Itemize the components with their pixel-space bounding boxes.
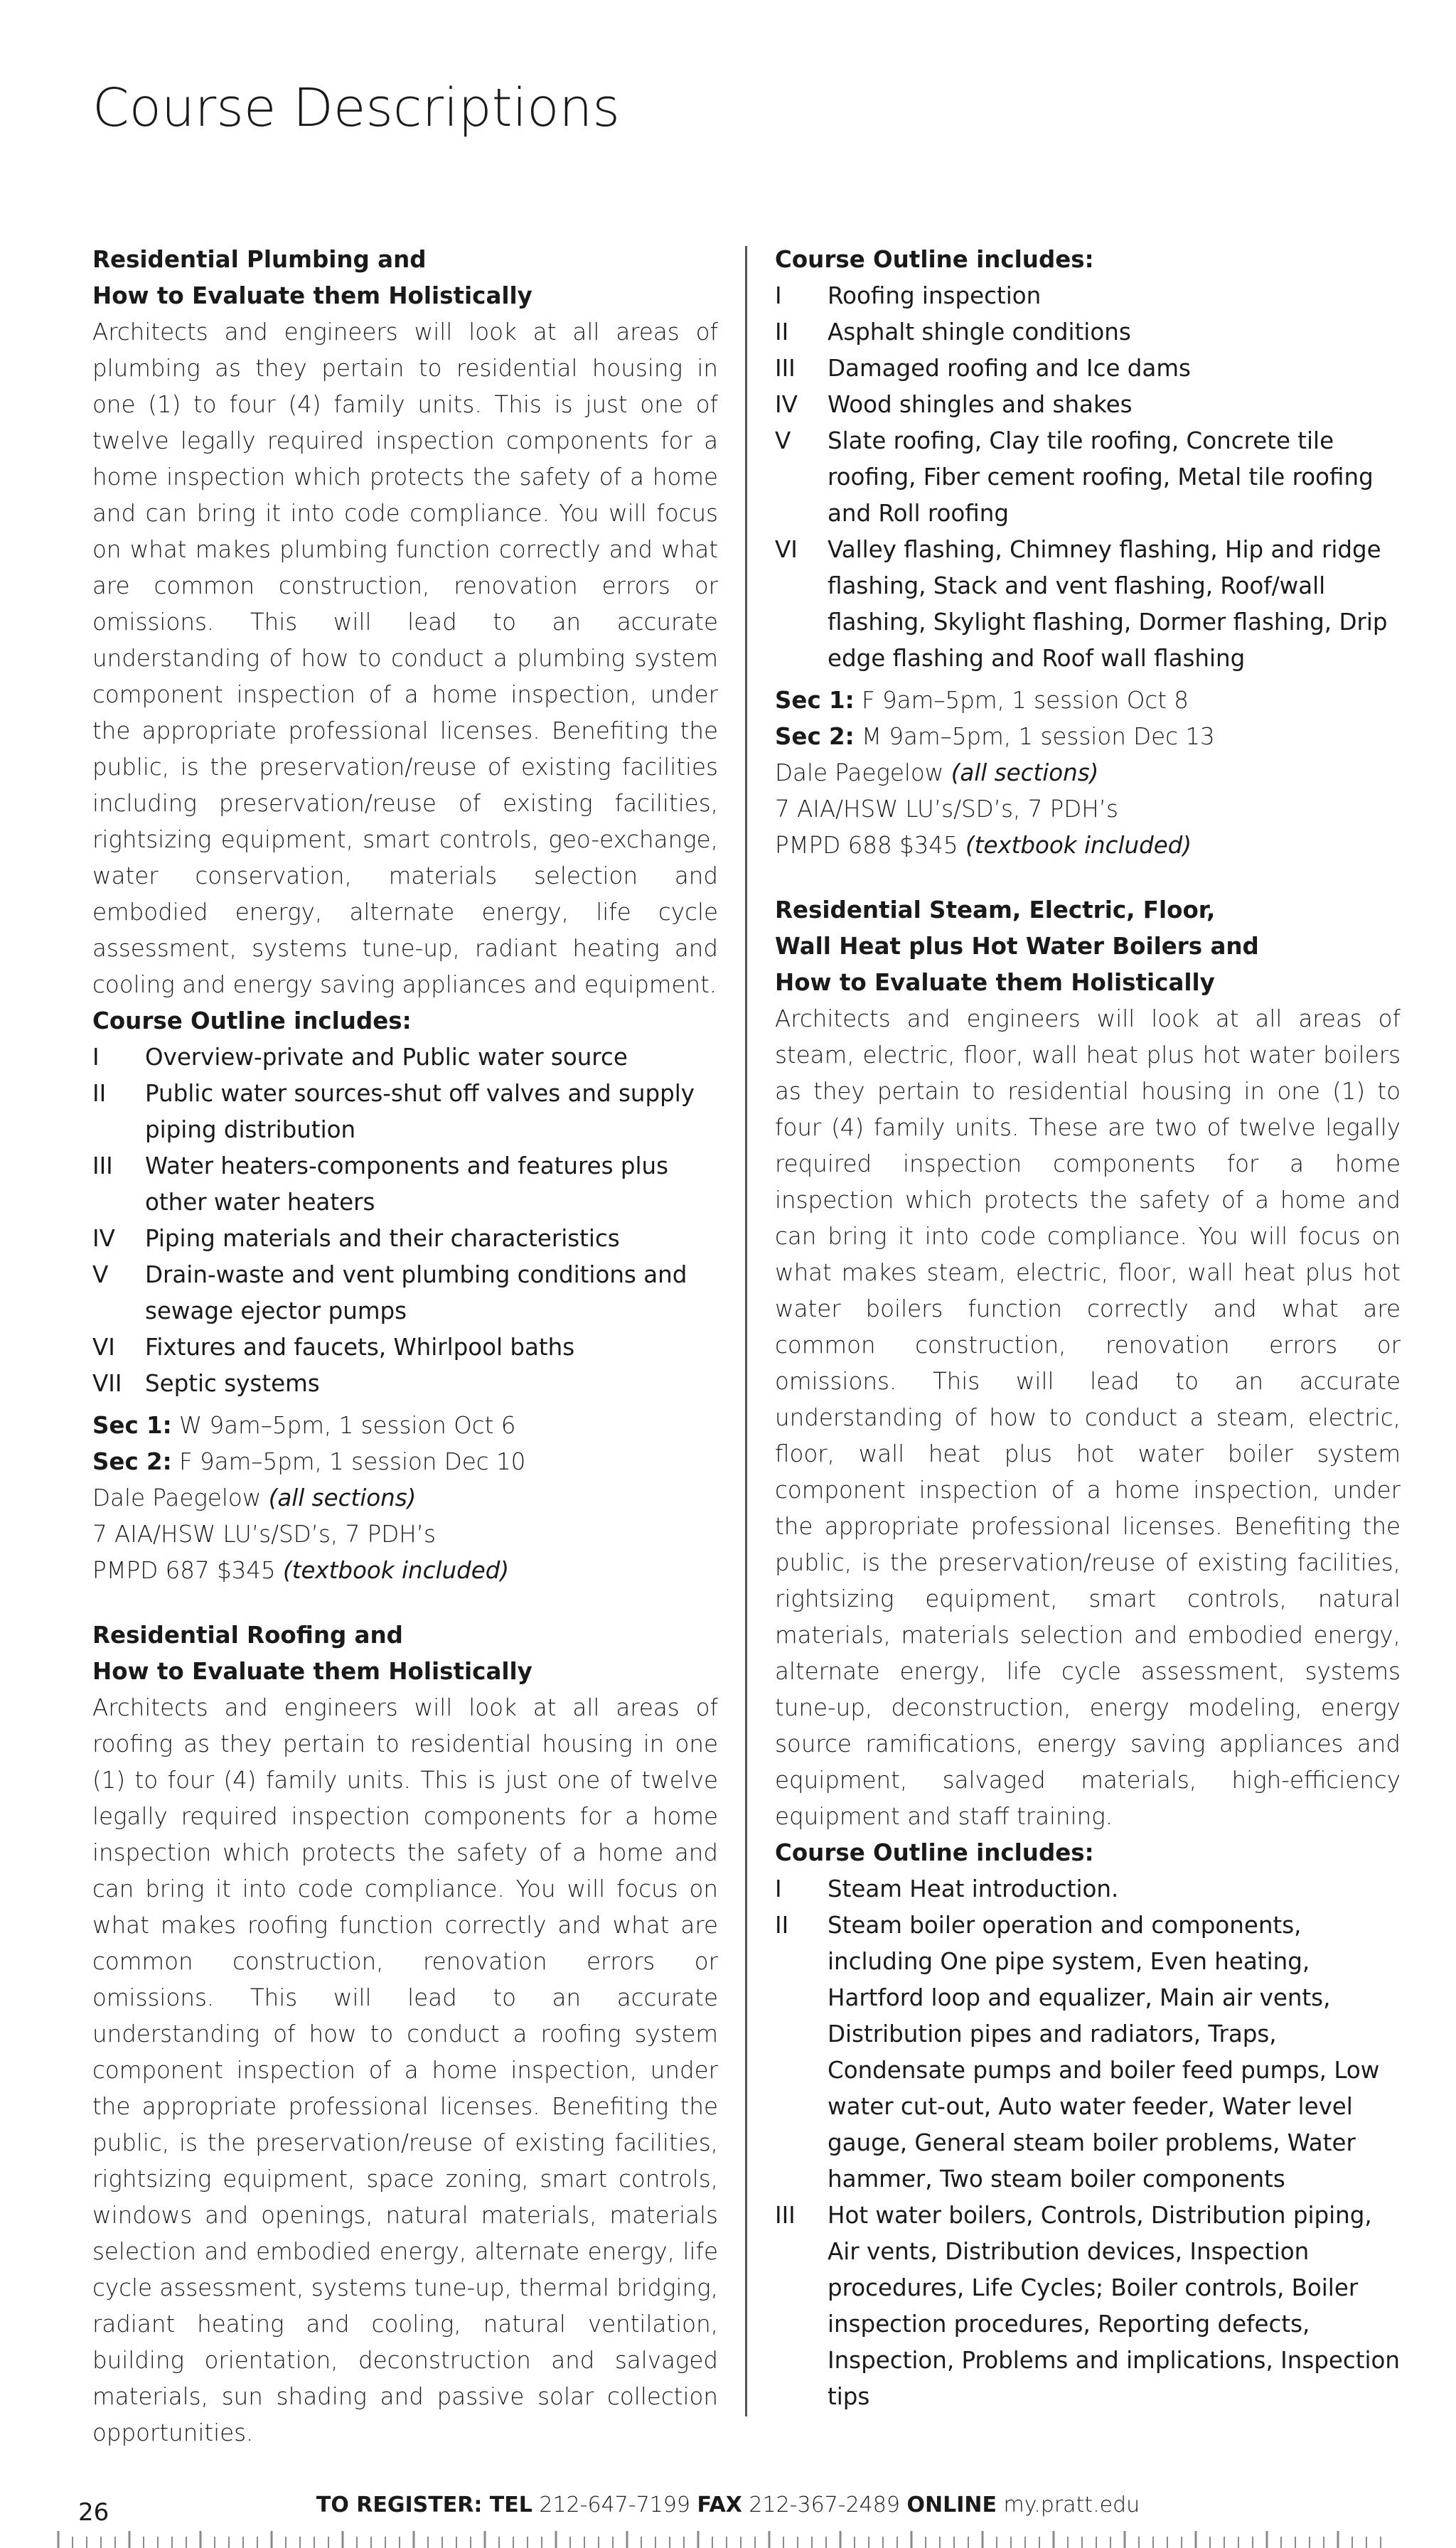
credits: 7 AIA/HSW LU’s/SD’s, 7 PDH’s bbox=[92, 1521, 436, 1548]
section-2 bbox=[775, 719, 1401, 755]
course-description: Architects and engineers will look at all areas of plumbing as they pertain to residential housing in one (1) to four (4) family units. This is just one of twelve legally required inspection components for a home inspection which protects the safety of a home and can bring it into code compliance. You will focus on what makes plumbing function correctly and what are common construction, renovation errors or omissions. This will lead to an accurate understanding of how to conduct a plumbing system component inspection of a home inspection, under the appropriate professional licenses. Benefiting the public, is the preservation/reuse of existing facilities including preservation/reuse of existing facilities, rightsizing equipment, smart controls, geo-exchange, water conservation, materials selection and embodied energy, alternate energy, life cycle assessment, systems tune-up, radiant heating and cooling and energy saving appliances and equipment. bbox=[92, 318, 718, 998]
outline-text: Damaged roofing and Ice dams bbox=[828, 355, 1191, 382]
code-price: PMPD 688 $345 bbox=[775, 832, 958, 859]
outline-num: V bbox=[92, 1261, 109, 1288]
section-schedule: F 9am–5pm, 1 session Dec 10 bbox=[178, 1448, 526, 1475]
course-plumbing bbox=[92, 242, 718, 1589]
spacer bbox=[775, 864, 1401, 892]
outline-item bbox=[92, 1329, 718, 1366]
decorative-tick-ruler bbox=[57, 2531, 1393, 2548]
section-label: Sec 1: bbox=[92, 1412, 172, 1439]
outline-item bbox=[92, 1221, 718, 1257]
course-outline bbox=[92, 1039, 718, 1402]
outline-text: Roofing inspection bbox=[828, 282, 1042, 309]
course-title-line: Wall Heat plus Hot Water Boilers and bbox=[775, 933, 1259, 960]
instructor-note: (all sections) bbox=[951, 759, 1099, 786]
outline-text: Steam boiler operation and components, including One pipe system, Even heating, Hartford loop and equalizer, Main air vents, Distribution pipes and radiators, Traps, Condensate pumps and boiler feed pumps, Low water cut-out, Auto water feeder, Water level gauge, General steam boiler problems, Water hammer, Two steam boiler components bbox=[828, 1912, 1380, 2193]
left-column bbox=[92, 242, 718, 2451]
course-meta bbox=[92, 1408, 718, 1589]
outline-item bbox=[775, 278, 1401, 314]
outline-text: Steam Heat introduction. bbox=[828, 1875, 1119, 1902]
outline-num: I bbox=[92, 1044, 100, 1071]
register-info bbox=[0, 2493, 1456, 2517]
outline-num: I bbox=[775, 1875, 782, 1902]
outline-text: Septic systems bbox=[145, 1370, 320, 1397]
online-label: ONLINE bbox=[906, 2493, 997, 2517]
outline-item bbox=[775, 314, 1401, 350]
instructor bbox=[92, 1480, 718, 1516]
course-code-price bbox=[775, 828, 1401, 864]
instructor-name: Dale Paegelow bbox=[92, 1484, 262, 1511]
code-price: PMPD 687 $345 bbox=[92, 1557, 276, 1584]
credits: 7 AIA/HSW LU’s/SD’s, 7 PDH’s bbox=[775, 796, 1118, 823]
outline-item bbox=[775, 1871, 1401, 1907]
course-title bbox=[775, 892, 1401, 1001]
outline-item bbox=[775, 350, 1401, 387]
course-title-line: How to Evaluate them Holistically bbox=[92, 1658, 532, 1685]
course-description: Architects and engineers will look at all areas of roofing as they pertain to residential housing in one (1) to four (4) family units. This is just one of twelve legally required inspection components for a home inspection which protects the safety of a home and can bring it into code compliance. You will focus on what makes roofing function correctly and what are common construction, renovation errors or omissions. This will lead to an accurate understanding of how to conduct a roofing system component inspection of a home inspection, under the appropriate professional licenses. Benefiting the public, is the preservation/reuse of existing facilities, rightsizing equipment, space zoning, smart controls, windows and openings, natural materials, materials selection and embodied energy, alternate energy, life cycle assessment, systems tune-up, thermal bridging, radiant heating and cooling, natural ventilation, building orientation, deconstruction and salvaged materials, sun shading and passive solar collection opportunities. bbox=[92, 1694, 718, 2446]
outline-item bbox=[775, 532, 1401, 677]
outline-text: Water heaters-components and features plus other water heaters bbox=[145, 1152, 669, 1216]
textbook-note: (textbook included) bbox=[965, 832, 1192, 859]
tel-label: TO REGISTER: TEL bbox=[316, 2493, 532, 2517]
course-title-line: Residential Steam, Electric, Floor, bbox=[775, 896, 1216, 924]
course-title-line: Residential Plumbing and bbox=[92, 246, 427, 273]
section-label: Sec 1: bbox=[775, 687, 855, 714]
column-divider bbox=[745, 246, 747, 2416]
instructor bbox=[775, 755, 1401, 791]
instructor-name: Dale Paegelow bbox=[775, 759, 944, 786]
course-outline bbox=[775, 1871, 1401, 2415]
section-schedule: M 9am–5pm, 1 session Dec 13 bbox=[861, 723, 1215, 750]
outline-text: Overview-private and Public water source bbox=[145, 1044, 628, 1071]
outline-num: III bbox=[92, 1152, 113, 1179]
outline-heading: Course Outline includes: bbox=[775, 246, 1094, 273]
outline-num: VI bbox=[775, 536, 798, 563]
outline-text: Hot water boilers, Controls, Distribution piping, Air vents, Distribution devices, Inspection procedures, Life Cycles; Boiler controls, Boiler inspection procedures, Reporting defects, Inspection, Problems and implications, Inspection tips bbox=[828, 2202, 1401, 2410]
outline-num: II bbox=[775, 1912, 789, 1939]
outline-text: Slate roofing, Clay tile roofing, Concrete tile roofing, Fiber cement roofing, Metal tile roofing and Roll roofing bbox=[828, 427, 1374, 527]
outline-num: III bbox=[775, 2202, 796, 2229]
fax-label: FAX bbox=[697, 2493, 742, 2517]
course-title-line: How to Evaluate them Holistically bbox=[775, 969, 1215, 996]
course-title bbox=[92, 242, 718, 314]
outline-item bbox=[92, 1148, 718, 1221]
outline-item bbox=[775, 423, 1401, 532]
page-number: 26 bbox=[78, 2498, 109, 2527]
course-title-line: How to Evaluate them Holistically bbox=[92, 282, 532, 309]
tel-number: 212-647-7199 bbox=[539, 2493, 690, 2517]
online-url: my.pratt.edu bbox=[1003, 2493, 1140, 2517]
outline-text: Wood shingles and shakes bbox=[828, 391, 1133, 418]
fax-number: 212-367-2489 bbox=[749, 2493, 900, 2517]
outline-item bbox=[775, 2198, 1401, 2415]
outline-item bbox=[775, 387, 1401, 423]
outline-text: Piping materials and their characteristics bbox=[145, 1225, 620, 1252]
spacer bbox=[92, 1589, 718, 1617]
course-meta bbox=[775, 682, 1401, 864]
course-code-price bbox=[92, 1553, 718, 1589]
page-title: Course Descriptions bbox=[92, 77, 620, 139]
course-outline bbox=[775, 278, 1401, 677]
section-schedule: W 9am–5pm, 1 session Oct 6 bbox=[178, 1412, 516, 1439]
outline-item bbox=[775, 1907, 1401, 2198]
right-column bbox=[775, 242, 1401, 2415]
outline-item bbox=[92, 1076, 718, 1148]
outline-heading: Course Outline includes: bbox=[92, 1007, 412, 1034]
outline-item bbox=[92, 1366, 718, 1402]
outline-num: I bbox=[775, 282, 782, 309]
outline-num: IV bbox=[92, 1225, 115, 1252]
outline-num: V bbox=[775, 427, 791, 454]
outline-num: II bbox=[775, 318, 789, 346]
section-label: Sec 2: bbox=[775, 723, 855, 750]
course-description: Architects and engineers will look at all areas of steam, electric, floor, wall heat plus hot water boilers as they pertain to residential housing in one (1) to four (4) family units. These are two of twelve legally required inspection components for a home inspection which protects the safety of a home and can bring it into code compliance. You will focus on what makes steam, electric, floor, wall heat plus hot water boilers function correctly and what are common construction, renovation errors or omissions. This will lead to an accurate understanding of how to conduct a steam, electric, floor, wall heat plus hot water boiler system component inspection of a home inspection, under the appropriate professional licenses. Benefiting the public, is the preservation/reuse of existing facilities, rightsizing equipment, smart controls, natural materials, materials selection and embodied energy, alternate energy, life cycle assessment, systems tune-up, deconstruction, energy modeling, energy source ramifications, energy saving appliances and equipment, salvaged materials, high-efficiency equipment and staff training. bbox=[775, 1005, 1401, 1830]
outline-num: II bbox=[92, 1080, 107, 1107]
section-2 bbox=[92, 1444, 718, 1480]
outline-text: Valley flashing, Chimney flashing, Hip and ridge flashing, Stack and vent flashing, Roof/wall flashing, Skylight flashing, Dormer flashing, Drip edge flashing and Roof wall flashing bbox=[828, 536, 1388, 672]
section-label: Sec 2: bbox=[92, 1448, 172, 1475]
outline-num: VI bbox=[92, 1334, 115, 1361]
outline-num: III bbox=[775, 355, 796, 382]
outline-text: Drain-waste and vent plumbing conditions and sewage ejector pumps bbox=[145, 1261, 687, 1324]
outline-item bbox=[92, 1257, 718, 1329]
section-schedule: F 9am–5pm, 1 session Oct 8 bbox=[861, 687, 1189, 714]
outline-text: Fixtures and faucets, Whirlpool baths bbox=[145, 1334, 575, 1361]
course-steam bbox=[775, 892, 1401, 2415]
course-roofing-continued bbox=[775, 242, 1401, 864]
outline-num: VII bbox=[92, 1370, 122, 1397]
textbook-note: (textbook included) bbox=[283, 1557, 510, 1584]
outline-text: Public water sources-shut off valves and supply piping distribution bbox=[145, 1080, 695, 1143]
outline-heading: Course Outline includes: bbox=[775, 1839, 1094, 1866]
course-roofing bbox=[92, 1617, 718, 2451]
section-1 bbox=[775, 682, 1401, 719]
section-1 bbox=[92, 1408, 718, 1444]
course-title bbox=[92, 1617, 718, 1690]
outline-num: IV bbox=[775, 391, 798, 418]
course-title-line: Residential Roofing and bbox=[92, 1622, 403, 1649]
outline-item bbox=[92, 1039, 718, 1076]
instructor-note: (all sections) bbox=[268, 1484, 417, 1511]
outline-text: Asphalt shingle conditions bbox=[828, 318, 1131, 346]
